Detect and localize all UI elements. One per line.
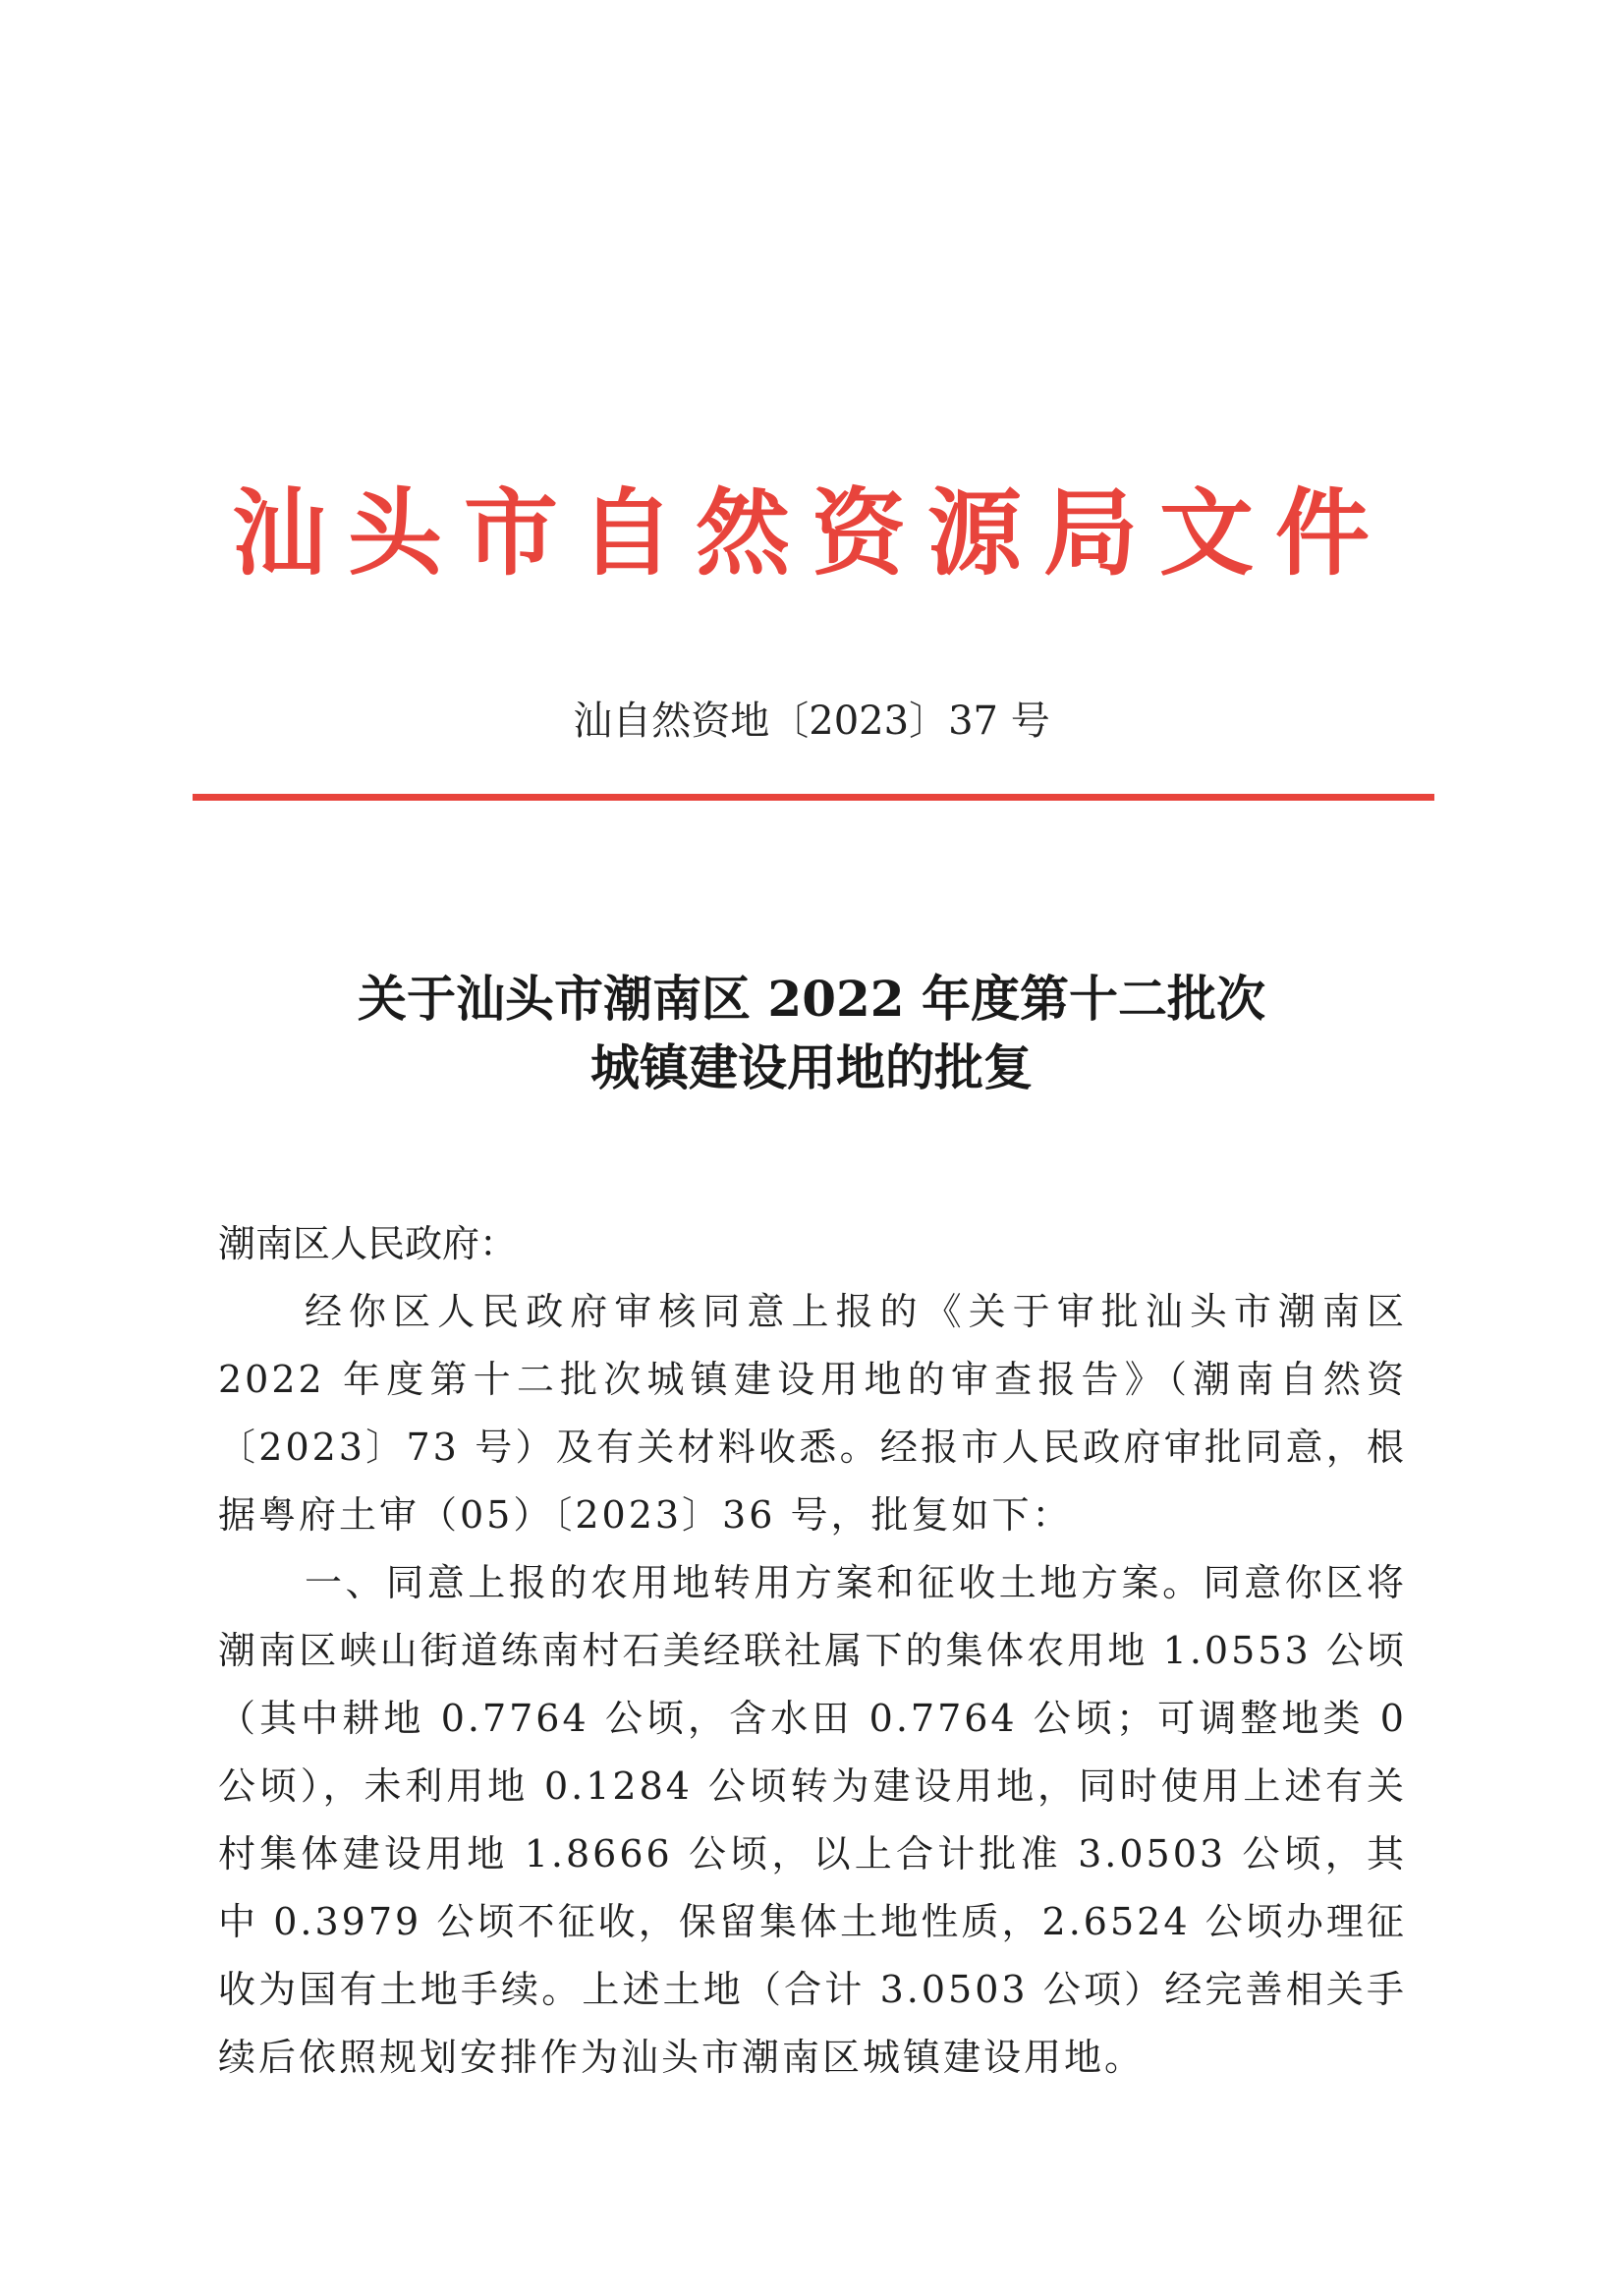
- addressee: 潮南区人民政府：: [218, 1222, 518, 1265]
- document-title-line-1: 关于汕头市潮南区 2022 年度第十二批次: [358, 970, 1265, 1028]
- document-number: 汕自然资地〔2023〕37 号: [573, 699, 1050, 744]
- document-title-line-2: 城镇建设用地的批复: [590, 1038, 1033, 1096]
- document-title: [193, 965, 1430, 1102]
- red-divider-rule: [193, 794, 1434, 801]
- document-body: [218, 1210, 1407, 2092]
- agency-header-title: 汕头市自然资源局文件: [232, 477, 1391, 588]
- body-paragraph-2: 一、同意上报的农用地转用方案和征收土地方案。同意你区将潮南区峡山街道练南村石美经联社属下的集体农用地 1.0553 公顷（其中耕地 0.7764 公顷，含水田 0.7764 公顷；可调整地类 0 公顷），未利用地 0.1284 公顷转为建设用地，同时使用上述有关村集体建设用地 1.8666 公顷，以上合计批准 3.0503 公顷，其中 0.3979 公顷不征收，保留集体土地性质，2.6524 公顷办理征收为国有土地手续。上述土地（合计 3.0503 公项）经完善相关手续后依照规划安排作为汕头市潮南区城镇建设用地。: [218, 1561, 1407, 2079]
- body-paragraph-1: 经你区人民政府审核同意上报的《关于审批汕头市潮南区 2022 年度第十二批次城镇建设用地的审查报告》（潮南自然资〔2023〕73 号）及有关材料收悉。经报市人民政府审批同意，根据粤府土审（05）〔2023〕36 号，批复如下：: [218, 1290, 1407, 1537]
